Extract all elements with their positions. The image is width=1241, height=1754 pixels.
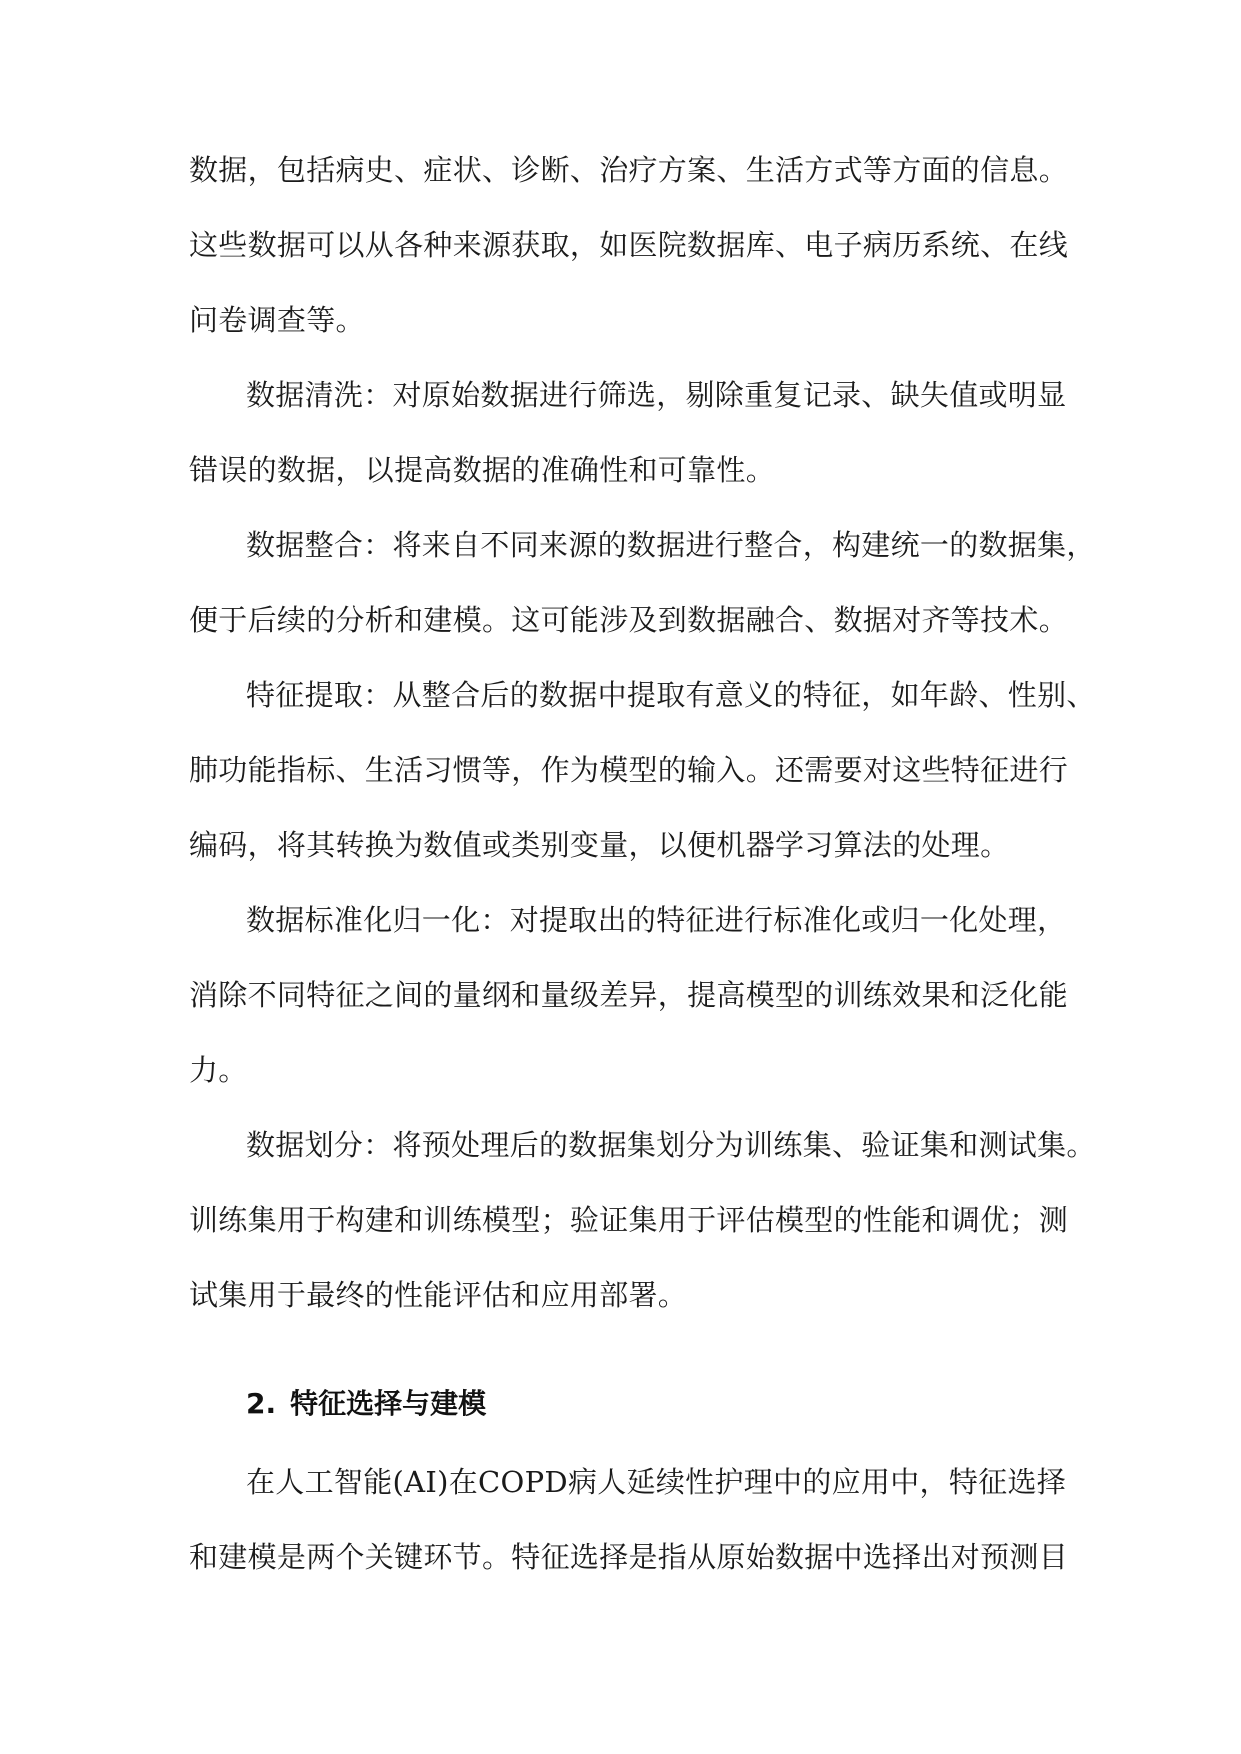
paragraph-line: 训练集用于构建和训练模型；验证集用于评估模型的性能和调优；测 (189, 1203, 1069, 1237)
paragraph-line: 问卷调查等。 (189, 303, 365, 337)
section-heading (246, 1384, 486, 1424)
paragraph-line: 试集用于最终的性能评估和应用部署。 (189, 1278, 688, 1312)
paragraph-line: 在人工智能(AI)在COPD病人延续性护理中的应用中，特征选择 (246, 1465, 1067, 1499)
section-number: 2. (246, 1387, 277, 1420)
paragraph-line: 数据，包括病史、症状、诊断、治疗方案、生活方式等方面的信息。 (189, 153, 1069, 187)
paragraph-line: 错误的数据，以提高数据的准确性和可靠性。 (189, 453, 776, 487)
paragraph-line: 消除不同特征之间的量纲和量级差异，提高模型的训练效果和泛化能 (189, 978, 1069, 1012)
paragraph-line: 数据清洗：对原始数据进行筛选，剔除重复记录、缺失值或明显 (246, 378, 1067, 412)
paragraph-line: 和建模是两个关键环节。特征选择是指从原始数据中选择出对预测目 (189, 1540, 1069, 1574)
paragraph-line: 数据整合：将来自不同来源的数据进行整合，构建统一的数据集， (246, 528, 1096, 562)
paragraph-line: 编码，将其转换为数值或类别变量，以便机器学习算法的处理。 (189, 828, 1010, 862)
paragraph-line: 数据划分：将预处理后的数据集划分为训练集、验证集和测试集。 (246, 1128, 1096, 1162)
paragraph-line: 肺功能指标、生活习惯等，作为模型的输入。还需要对这些特征进行 (189, 753, 1069, 787)
paragraph-line: 数据标准化归一化：对提取出的特征进行标准化或归一化处理， (246, 903, 1067, 937)
section-title: 特征选择与建模 (290, 1387, 487, 1420)
paragraph-line: 力。 (189, 1053, 248, 1087)
paragraph-line: 这些数据可以从各种来源获取，如医院数据库、电子病历系统、在线 (189, 228, 1069, 262)
paragraph-line: 特征提取：从整合后的数据中提取有意义的特征，如年龄、性别、 (246, 678, 1096, 712)
paragraph-line: 便于后续的分析和建模。这可能涉及到数据融合、数据对齐等技术。 (189, 603, 1069, 637)
